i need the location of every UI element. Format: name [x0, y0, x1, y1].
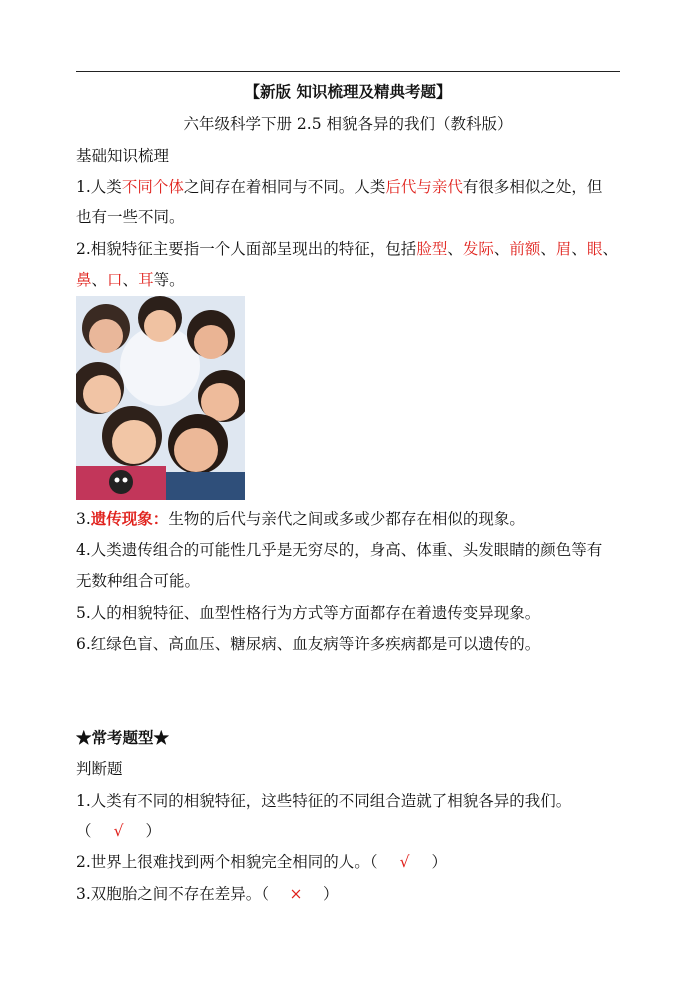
highlight-text: 前额	[509, 240, 541, 258]
children-circle-photo	[76, 296, 245, 500]
section-basic-heading: 基础知识梳理	[76, 147, 170, 165]
point-4: 4.人类遗传组合的可能性几乎是无穷尽的，身高、体重、头发眼睛的颜色等有	[76, 541, 603, 559]
highlight-text: 耳	[138, 271, 154, 289]
header-rule	[76, 71, 620, 72]
section-exam-heading: ★常考题型★	[76, 728, 170, 747]
photo-illustration	[76, 296, 245, 500]
check-mark: √	[113, 822, 124, 840]
point-1: 1.人类不同个体之间存在着相同与不同。人类后代与亲代有很多相似之处，但	[76, 178, 603, 196]
highlight-text: 不同个体	[121, 178, 184, 196]
point-2: 2.相貌特征主要指一个人面部呈现出的特征，包括脸型、发际、前额、眉、眼、	[76, 240, 618, 258]
document-subtitle: 六年级科学下册 2.5 相貌各异的我们（教科版）	[183, 115, 513, 133]
question-1-answer-line: （ √ ）	[76, 822, 162, 840]
check-mark: √	[399, 853, 410, 871]
question-2: 2.世界上很难找到两个相貌完全相同的人。（ √ ）	[76, 853, 448, 871]
section-judge-heading: 判断题	[76, 760, 123, 778]
point-5: 5.人的相貌特征、血型性格行为方式等方面都存在着遗传变异现象。	[76, 604, 541, 622]
point-3: 3.遗传现象：生物的后代与亲代之间或多或少都存在相似的现象。	[76, 509, 525, 528]
highlight-text: 鼻	[76, 271, 92, 289]
highlight-text: 眉	[555, 240, 572, 258]
cross-mark: ×	[289, 885, 303, 903]
point-2-continued: 鼻、口、耳等。	[76, 271, 185, 289]
highlight-text: 眼	[586, 240, 603, 258]
highlight-text: 发际	[462, 240, 494, 258]
point-4-continued: 无数种组合可能。	[76, 572, 201, 590]
point-1-continued: 也有一些不同。	[76, 208, 185, 226]
point-6: 6.红绿色盲、高血压、糖尿病、血友病等许多疾病都是可以遗传的。	[76, 635, 541, 653]
question-1: 1.人类有不同的相貌特征，这些特征的不同组合造就了相貌各异的我们。	[76, 792, 572, 810]
highlight-text: 口	[107, 271, 123, 289]
question-3: 3.双胞胎之间不存在差异。（ × ）	[76, 885, 339, 903]
highlight-text: 遗传现象：	[90, 509, 169, 528]
highlight-text: 脸型	[416, 240, 448, 258]
document-title: 【新版 知识梳理及精典考题】	[244, 82, 452, 101]
highlight-text: 后代与亲代	[385, 178, 463, 196]
